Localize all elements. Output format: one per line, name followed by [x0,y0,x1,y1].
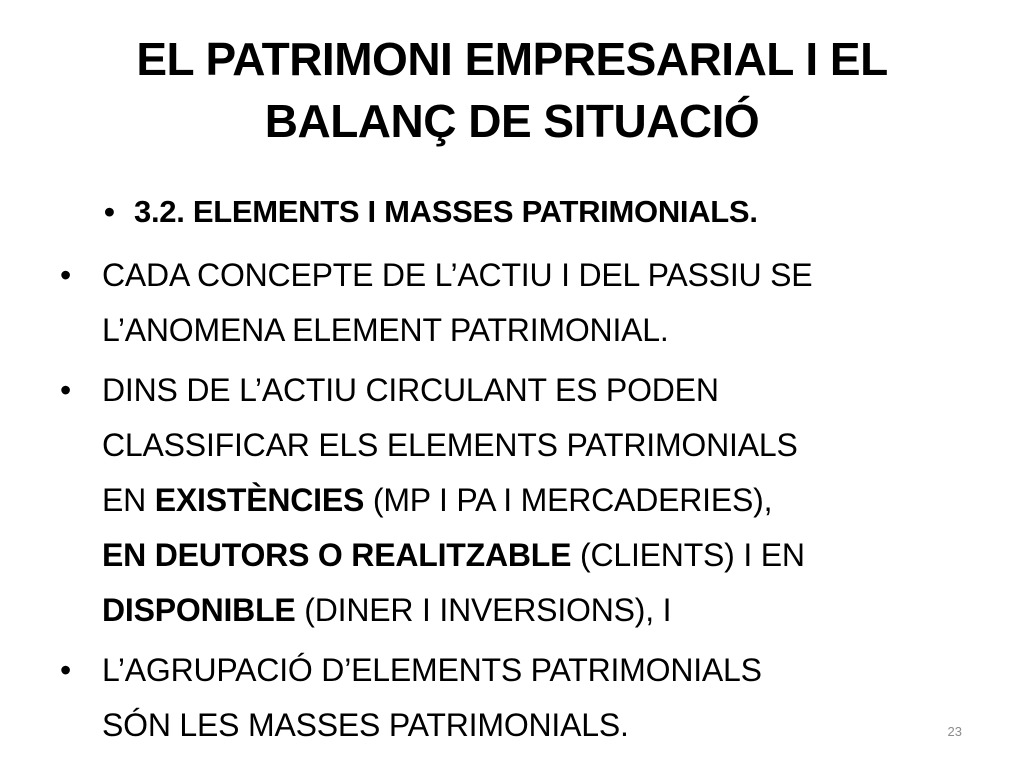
list-item [60,363,960,638]
bullet-marker: • [60,652,72,688]
bold-deutors: EN DEUTORS O REALITZABLE [102,537,572,573]
bullet-1-line-1: CADA CONCEPTE DE L’ACTIU I DEL PASSIU SE [102,257,813,293]
bold-existencies: EXISTÈNCIES [154,482,365,518]
bullet-2-text-2: CLASSIFICAR ELS ELEMENTS PATRIMONIALS [102,427,798,463]
bullet-marker: • [60,372,72,408]
bullet-marker: • [60,257,72,293]
section-subheading [104,190,758,234]
bullet-marker: • [104,194,115,229]
bullet-2-text-4: (MP I PA I MERCADERIES), [364,482,773,518]
bullet-2-text-3: EN [102,482,155,518]
slide-title [40,28,984,152]
page-number: 23 [947,724,962,739]
bullet-2-text-5: (CLIENTS) I EN [571,537,805,573]
bullet-2-text-1: DINS DE L’ACTIU CIRCULANT ES PODEN [102,372,719,408]
bold-disponible: DISPONIBLE [102,592,296,628]
subheading-text: 3.2. ELEMENTS I MASSES PATRIMONIALS. [134,194,758,229]
bullet-1-line-2: L’ANOMENA ELEMENT PATRIMONIAL. [102,312,669,348]
title-line-2: BALANÇ DE SITUACIÓ [264,95,760,147]
bullet-3-line-2: SÓN LES MASSES PATRIMONIALS. [102,707,629,743]
title-line-1: EL PATRIMONI EMPRESARIAL I EL [136,33,888,85]
bullet-3-line-1: L’AGRUPACIÓ D’ELEMENTS PATRIMONIALS [102,652,762,688]
bullet-list [60,248,960,758]
list-item [60,643,960,753]
list-item [60,248,960,358]
bullet-2-text-6: (DINER I INVERSIONS), I [295,592,672,628]
